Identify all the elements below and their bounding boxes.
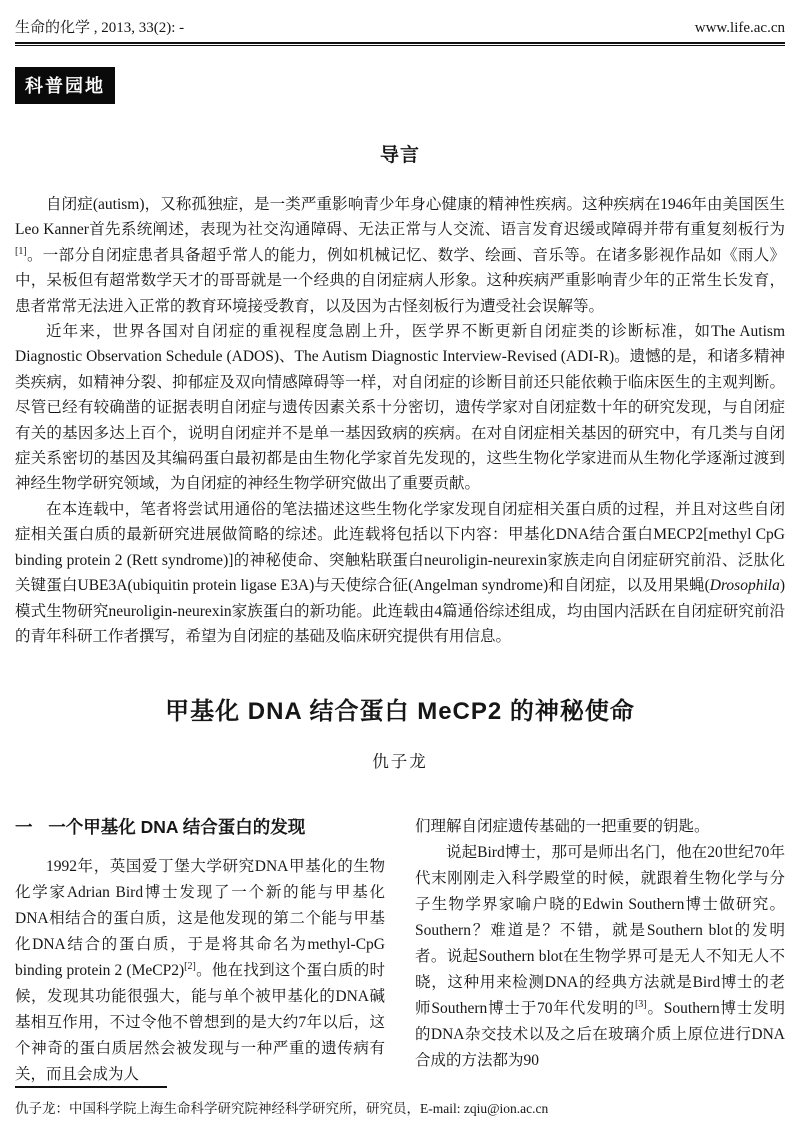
article-title: 甲基化 DNA 结合蛋白 MeCP2 的神秘使命	[165, 698, 635, 726]
section-1-heading	[15, 814, 385, 839]
paragraph-text: 。一部分自闭症患者具备超乎常人的能力，例如机械记忆、数学、绘画、音乐等。在诸多影视作品如《雨人》中，呆板但有超常数学天才的哥哥就是一个经典的自闭症病人形象。这种疾病严重影响青少年的正常生长发育，患者常常无法进入正常的教育环境接受教育，以及因为古怪刻板行为遭受社会误解等。	[15, 246, 785, 315]
right-column-continuation: 们理解自闭症遗传基础的一把重要的钥匙。	[415, 818, 710, 836]
footnote-rule	[15, 1086, 167, 1088]
intro-paragraph-1	[15, 192, 785, 319]
paragraph-text: 自闭症(autism)，又称孤独症，是一类严重影响青少年身心健康的精神性疾病。这种疾病在1946年由美国医生Leo Kanner首先系统阐述，表现为社交沟通障碍、无法正常与人交流、语言发育迟缓或障碍并带有重复刻板行为	[15, 196, 785, 239]
left-column-paragraph	[15, 854, 385, 1088]
page-header	[15, 16, 785, 42]
section-heading-text: 一个甲基化 DNA 结合蛋白的发现	[48, 817, 306, 838]
paragraph-text: 。他在找到这个蛋白质的时候，发现其功能很强大，能与单个被甲基化的DNA碱基相互作用，不过令他不曾想到的是大约7年以后，这个神奇的蛋白质居然会被发现与一种严重的遗传病有关，而且会成为人	[15, 962, 385, 1084]
species-name-italic: Drosophila	[709, 577, 780, 595]
journal-citation: 生命的化学 , 2013, 33(2): -	[15, 20, 185, 36]
section-number: 一	[15, 817, 33, 838]
paragraph-text: 。Southern博士发明的DNA杂交技术以及之后在玻璃介质上原位进行DNA合成的方法都为90	[415, 1000, 786, 1070]
citation-ref-1: [1]	[15, 245, 27, 257]
right-column	[415, 814, 785, 1088]
column-badge: 科普园地	[15, 67, 115, 104]
introduction-title: 导言	[379, 145, 420, 166]
header-double-rule	[15, 42, 785, 46]
journal-website: www.life.ac.cn	[694, 20, 785, 36]
paragraph-text: 说起Bird博士，那可是师出名门，他在20世纪70年代末刚刚走入科学殿堂的时候，就跟着生物化学与分子生物学界家喻户晓的Edwin Southern博士做研究。Southern？难道是？不错，就是Southern blot的发明者。说起Southern blot在生物学界可是无人不知无人不晓，这种用来检测DNA的经典方法就是Bird博士的老师Southern博士于70年代发明的	[415, 844, 785, 1018]
paragraph-text: 在本连载中，笔者将尝试用通俗的笔法描述这些生物化学家发现自闭症相关蛋白质的过程，并且对这些自闭症相关蛋白质的最新研究进展做简略的综述。此连载将包括以下内容：甲基化DNA结合蛋白MECP2[methyl CpG binding protein 2 (Rett syndrome)]的神秘使命、突触粘联蛋白neuroligin-neurexin家族走向自闭症研究前沿、泛肽化关键蛋白UBE3A(ubiquitin protein ligase E3A)与天使综合征(Angelman syndrome)和自闭症，以及用果蝇(	[15, 500, 785, 595]
paragraph-text: )模式生物研究neuroligin-neurexin家族蛋白的新功能。此连载由4篇通俗综述组成，均由国内活跃在自闭症研究前沿的青年科研工作者撰写，希望为自闭症的基础及临床研究提供有用信息。	[15, 577, 785, 645]
citation-ref-3: [3]	[634, 999, 647, 1011]
article-body-columns	[15, 814, 785, 1088]
article-author: 仇子龙	[372, 752, 428, 772]
citation-ref-2: [2]	[184, 961, 196, 973]
left-column	[15, 814, 385, 1088]
intro-paragraph-3	[15, 497, 785, 649]
page-footnote	[15, 1086, 785, 1117]
intro-paragraph-2: 近年来，世界各国对自闭症的重视程度急剧上升，医学界不断更新自闭症类的诊断标准，如The Autism Diagnostic Observation Schedule (ADOS)、The Autism Diagnostic Interview-Revised (ADI-R)。遗憾的是，和诸多精神类疾病，如精神分裂、抑郁症及双向情感障碍等一样，对自闭症的诊断目前还只能依赖于临床医生的主观判断。尽管已经有较确凿的证据表明自闭症与遗传因素关系十分密切，遗传学家对自闭症数十年的研究发现，与自闭症有关的基因多达上百个，说明自闭症并不是单一基因致病的疾病。在对自闭症相关基因的研究中，有几类与自闭症关系密切的基因及其编码蛋白最初都是由生物化学家首先发现的，这些生物化学家进而从生物化学逐渐过渡到神经生物学研究领域，为自闭症的神经生物学研究做出了重要贡献。	[15, 323, 785, 493]
right-column-paragraph	[415, 840, 785, 1074]
author-affiliation-note: 仇子龙：中国科学院上海生命科学研究院神经科学研究所，研究员，E-mail: zqiu@ion.ac.cn	[15, 1101, 549, 1116]
introduction-section	[15, 140, 785, 649]
paragraph-text: 1992年，英国爱丁堡大学研究DNA甲基化的生物化学家Adrian Bird博士发现了一个新的能与甲基化DNA相结合的蛋白质，这是他发现的第二个能与甲基化DNA结合的蛋白质，于是将其命名为methyl-CpG binding protein 2 (MeCP2)	[15, 858, 385, 980]
